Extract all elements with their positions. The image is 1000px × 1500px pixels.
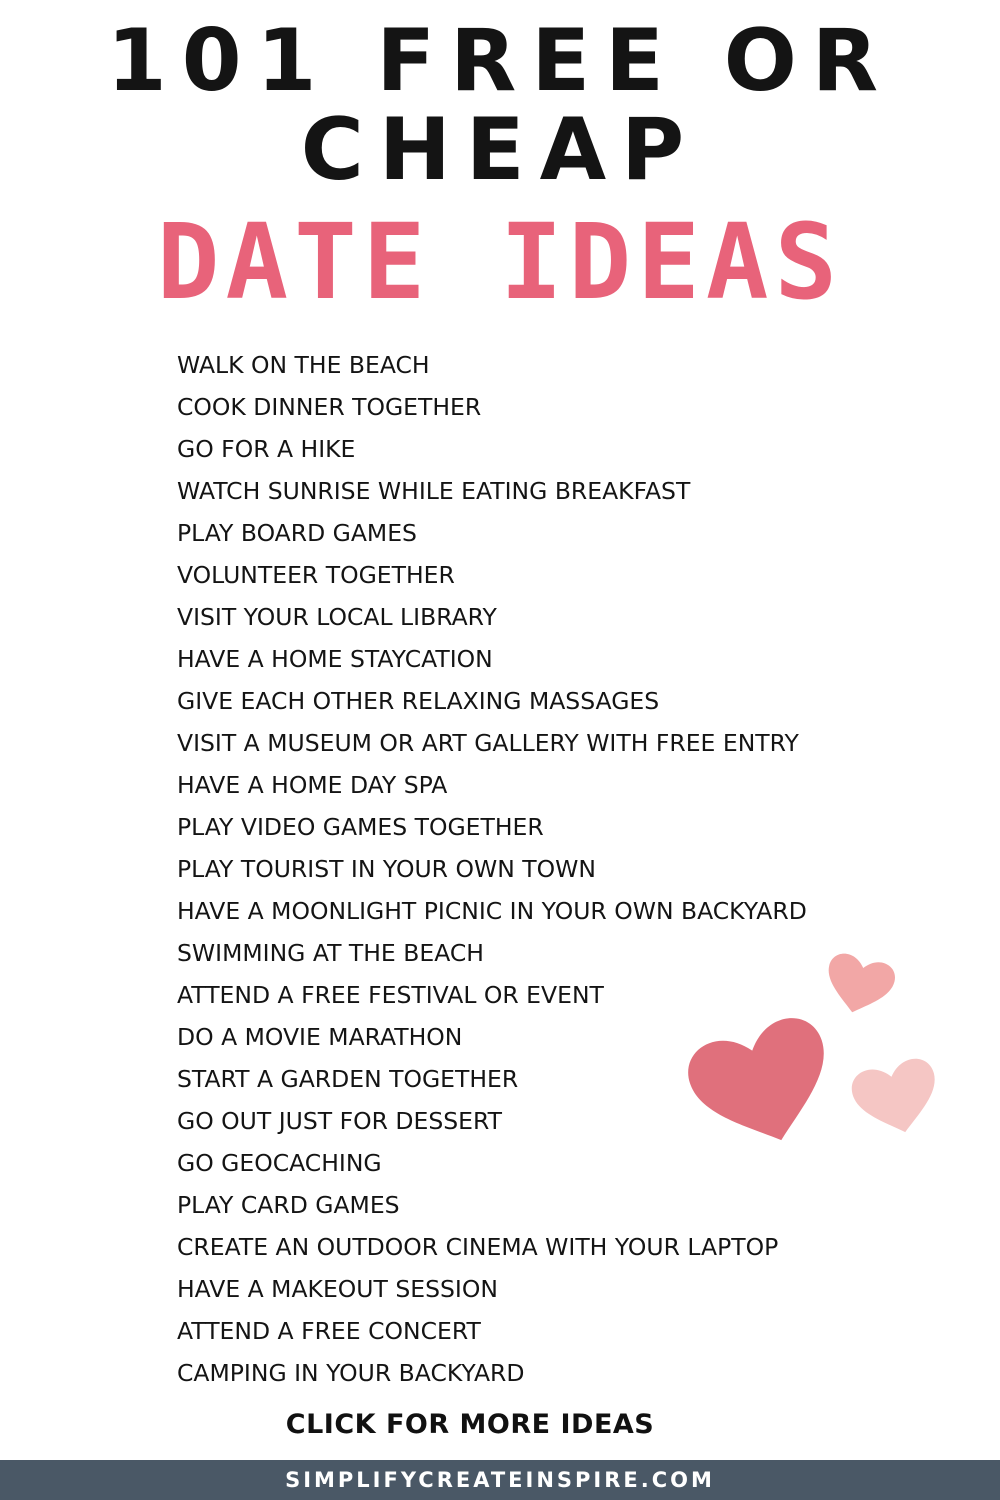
- list-item: DO A MOVIE MARATHON: [177, 1023, 463, 1051]
- list-item: WALK ON THE BEACH: [177, 351, 430, 379]
- list-item: WATCH SUNRISE WHILE EATING BREAKFAST: [177, 477, 691, 505]
- heart-icon-medium: [820, 950, 899, 1020]
- list-item: GO OUT JUST FOR DESSERT: [177, 1107, 502, 1135]
- page-title-line-1: 101 FREE OR: [106, 11, 894, 111]
- more-ideas-link[interactable]: CLICK FOR MORE IDEAS: [285, 1409, 655, 1440]
- footer-site-url[interactable]: SIMPLIFYCREATEINSPIRE.COM: [285, 1468, 715, 1492]
- list-item: HAVE A MOONLIGHT PICNIC IN YOUR OWN BACKYARD: [177, 897, 807, 925]
- list-item: VISIT A MUSEUM OR ART GALLERY WITH FREE ENTRY: [177, 729, 799, 757]
- list-item: START A GARDEN TOGETHER: [177, 1065, 519, 1093]
- list-item: PLAY TOURIST IN YOUR OWN TOWN: [177, 855, 596, 883]
- heart-icon-small: [848, 1055, 946, 1143]
- list-item: HAVE A HOME STAYCATION: [177, 645, 493, 673]
- list-item: VOLUNTEER TOGETHER: [177, 561, 455, 589]
- list-item: SWIMMING AT THE BEACH: [177, 939, 484, 967]
- list-item: HAVE A MAKEOUT SESSION: [177, 1275, 498, 1303]
- page-subtitle: DATE IDEAS: [156, 201, 844, 323]
- list-item: VISIT YOUR LOCAL LIBRARY: [177, 603, 497, 631]
- idea-list: [177, 344, 807, 1394]
- list-item: CAMPING IN YOUR BACKYARD: [177, 1359, 525, 1387]
- footer-bar: [0, 1460, 1000, 1500]
- list-item: GO GEOCACHING: [177, 1149, 382, 1177]
- list-item: GO FOR A HIKE: [177, 435, 356, 463]
- heart-icon-large: [680, 1010, 847, 1162]
- list-item: CREATE AN OUTDOOR CINEMA WITH YOUR LAPTOP: [177, 1233, 779, 1261]
- page-title-line-2: CHEAP: [300, 100, 700, 200]
- list-item: HAVE A HOME DAY SPA: [177, 771, 448, 799]
- list-item: PLAY BOARD GAMES: [177, 519, 417, 547]
- list-item: ATTEND A FREE FESTIVAL OR EVENT: [177, 981, 604, 1009]
- list-item: COOK DINNER TOGETHER: [177, 393, 482, 421]
- list-item: PLAY VIDEO GAMES TOGETHER: [177, 813, 544, 841]
- list-item: GIVE EACH OTHER RELAXING MASSAGES: [177, 687, 660, 715]
- list-item: PLAY CARD GAMES: [177, 1191, 400, 1219]
- list-item: ATTEND A FREE CONCERT: [177, 1317, 481, 1345]
- hearts-decoration: [680, 935, 950, 1180]
